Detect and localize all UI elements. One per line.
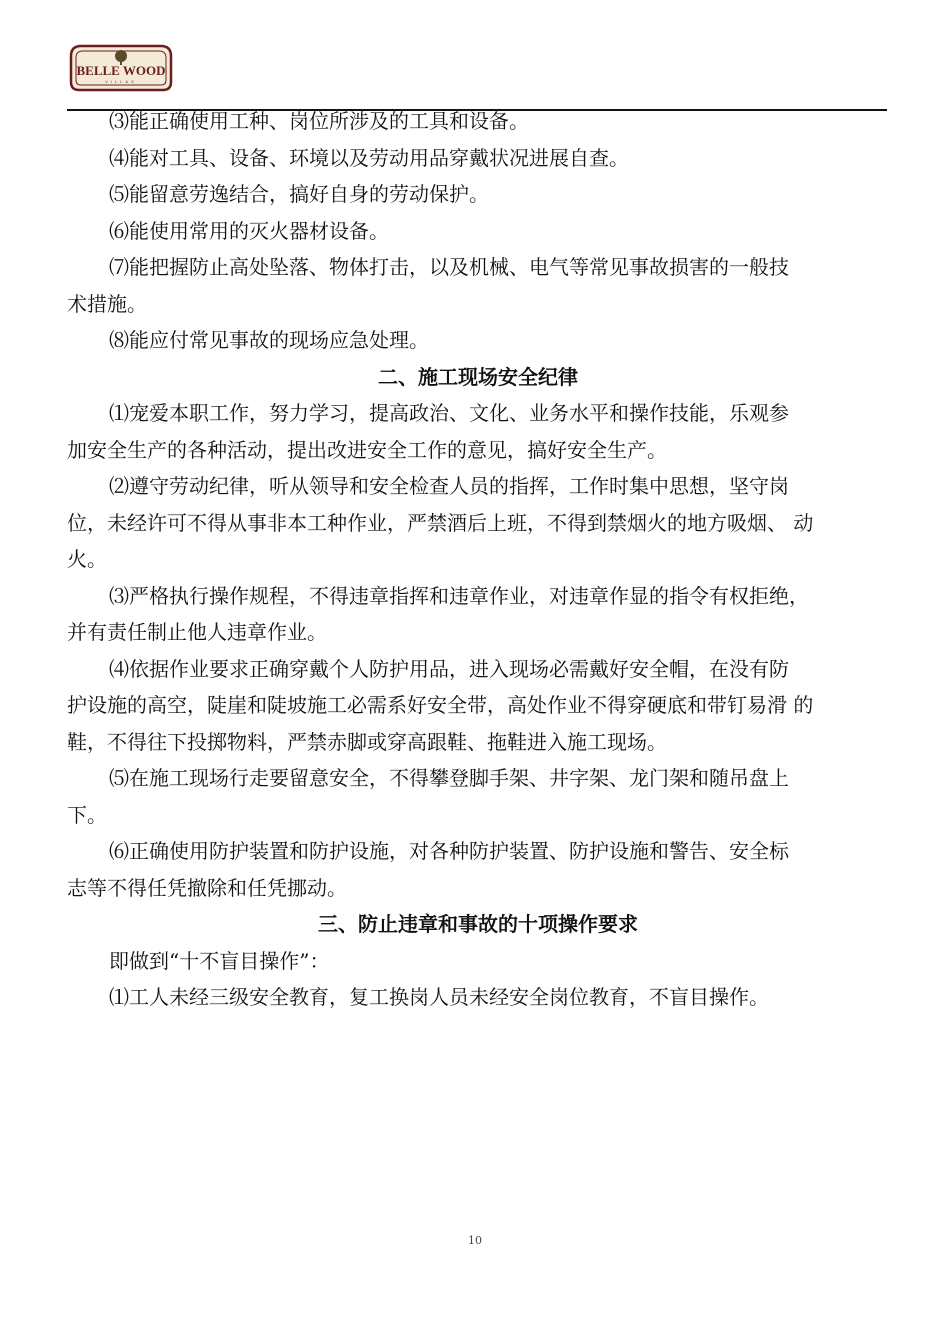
- logo-badge: [67, 42, 175, 94]
- item-line: 即做到“十不盲目操作”：: [109, 948, 330, 973]
- section-heading: 三、防止违章和事故的十项操作要求: [318, 912, 638, 936]
- logo-subtext: VILLAS: [105, 79, 137, 84]
- continuation-line: 加安全生产的各种活动，提出改进安全工作的意见，搞好安全生产。: [67, 437, 667, 462]
- item-line: ⑺能把握防止高处坠落、物体打击，以及机械、电气等常见事故损害的一般技: [109, 255, 789, 279]
- item-line: ⑷能对工具、设备、环境以及劳动用品穿戴状况进展自查。: [109, 145, 629, 170]
- item-line: ⑶能正确使用工种、岗位所涉及的工具和设备。: [109, 109, 529, 133]
- continuation-line: 并有责任制止他人违章作业。: [67, 620, 327, 644]
- item-line: ⑹能使用常用的灭火器材设备。: [109, 218, 389, 243]
- item-line: ⑵遵守劳动纪律，听从领导和安全检查人员的指挥，工作时集中思想，坚守岗: [109, 474, 789, 498]
- item-line: ⑸在施工现场行走要留意安全，不得攀登脚手架、井字架、龙门架和随吊盘上: [109, 766, 789, 790]
- continuation-line: 术措施。: [67, 291, 147, 316]
- continuation-line: 下。: [67, 802, 107, 827]
- belle-wood-logo: [67, 42, 175, 94]
- continuation-line: 护设施的高空，陡崖和陡坡施工必需系好安全带，高处作业不得穿硬底和带钉易滑 的: [67, 693, 814, 717]
- page-number: 10: [468, 1234, 482, 1247]
- continuation-line: 火。: [67, 547, 107, 571]
- item-line: ⑹正确使用防护装置和防护设施，对各种防护装置、防护设施和警告、安全标: [109, 839, 789, 863]
- item-line: ⑻能应付常见事故的现场应急处理。: [109, 328, 429, 352]
- continuation-line: 志等不得任凭撤除和任凭挪动。: [67, 875, 347, 900]
- logo-text: BELLE WOOD: [76, 63, 166, 78]
- item-line: ⑴工人未经三级安全教育，复工换岗人员未经安全岗位教育，不盲目操作。: [109, 985, 769, 1009]
- document-body: [67, 103, 889, 1016]
- item-line: ⑴宠爱本职工作，努力学习，提高政治、文化、业务水平和操作技能，乐观参: [109, 401, 789, 425]
- continuation-line: 鞋，不得往下投掷物料，严禁赤脚或穿高跟鞋、拖鞋进入施工现场。: [67, 729, 667, 754]
- item-line: ⑷依据作业要求正确穿戴个人防护用品，进入现场必需戴好安全帽，在没有防: [109, 656, 789, 681]
- section-heading: 二、施工现场安全纪律: [378, 364, 578, 389]
- item-line: ⑶严格执行操作规程，不得违章指挥和违章作业，对违章作显的指令有权拒绝，: [109, 583, 809, 608]
- continuation-line: 位，未经许可不得从事非本工种作业，严禁酒后上班，不得到禁烟火的地方吸烟、 动: [67, 510, 814, 535]
- item-line: ⑸能留意劳逸结合，搞好自身的劳动保护。: [109, 182, 489, 206]
